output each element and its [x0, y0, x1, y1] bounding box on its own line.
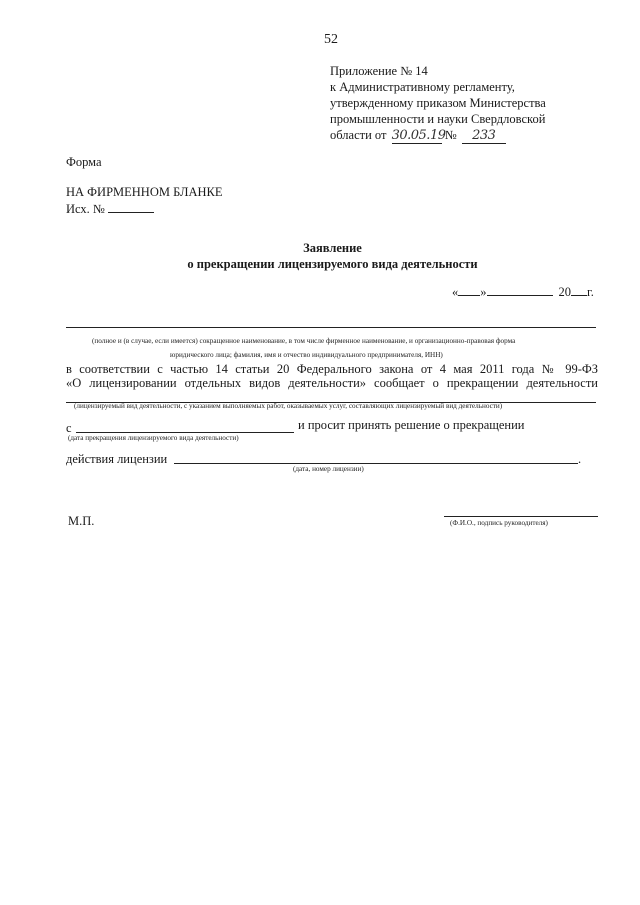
- signature-hint: (Ф.И.О., подпись руководителя): [450, 519, 548, 527]
- appendix-line-2: к Административному регламенту,: [330, 80, 515, 94]
- request-text: и просит принять решение о прекращении: [298, 418, 525, 432]
- year-blank: [571, 285, 587, 296]
- outgoing-number-blank: [108, 201, 154, 213]
- page-number: 52: [324, 32, 338, 47]
- body-line-1: в соответствии с частью 14 статьи 20 Федерального закона от 4 мая 2011 года № 99-ФЗ: [66, 362, 598, 376]
- body-line-2: «О лицензировании отдельных видов деятельности» сообщает о прекращении деятельности: [66, 376, 598, 390]
- form-label: Форма: [66, 155, 102, 169]
- appendix-date-prefix: области от: [330, 128, 387, 142]
- outgoing-number: [66, 201, 154, 217]
- year-suffix: г.: [587, 285, 594, 299]
- license-hint: (дата, номер лицензии): [293, 465, 364, 473]
- termination-date-line: [76, 432, 294, 433]
- stamp-label: М.П.: [68, 514, 95, 528]
- appendix-number-label: №: [444, 128, 457, 142]
- termination-from-label: с: [66, 421, 72, 435]
- letterhead-label: НА ФИРМЕННОМ БЛАНКЕ: [66, 185, 223, 199]
- outgoing-number-label: Исх. №: [66, 202, 105, 216]
- applicant-name-line: [66, 327, 596, 328]
- appendix-number: 233: [462, 128, 506, 144]
- license-period: .: [578, 452, 582, 466]
- termination-date-hint: (дата прекращения лицензируемого вида деятельности): [68, 434, 239, 442]
- day-blank: [458, 285, 480, 296]
- appendix-line-4: промышленности и науки Свердловской: [330, 112, 546, 126]
- month-blank: [487, 285, 553, 296]
- appendix-date: 30.05.19: [391, 128, 446, 143]
- license-line: [174, 463, 578, 464]
- license-label: действия лицензии: [66, 452, 168, 466]
- appendix-line-1: Приложение № 14: [330, 64, 428, 78]
- signature-line: [444, 516, 598, 517]
- year-prefix: 20: [558, 285, 571, 299]
- applicant-name-hint-1: (полное и (в случае, если имеется) сокращенное наименование, в том числе фирменное наименование, и организационно-правовая форма: [92, 337, 516, 345]
- date-line: [452, 285, 594, 300]
- date-close-quote: »: [480, 285, 487, 299]
- document-title: Заявление: [303, 241, 362, 255]
- activity-hint: (лицензируемый вид деятельности, с указанием выполняемых работ, оказываемых услуг, составляющих лицензируемый вид деятельности): [74, 402, 503, 410]
- appendix-line-3: утвержденному приказом Министерства: [330, 96, 546, 110]
- appendix-line-5: [330, 128, 506, 144]
- date-open-quote: «: [452, 285, 459, 299]
- applicant-name-hint-2: юридического лица; фамилия, имя и отчество индивидуального предпринимателя, ИНН): [170, 351, 443, 359]
- document-subtitle: о прекращении лицензируемого вида деятельности: [187, 257, 478, 271]
